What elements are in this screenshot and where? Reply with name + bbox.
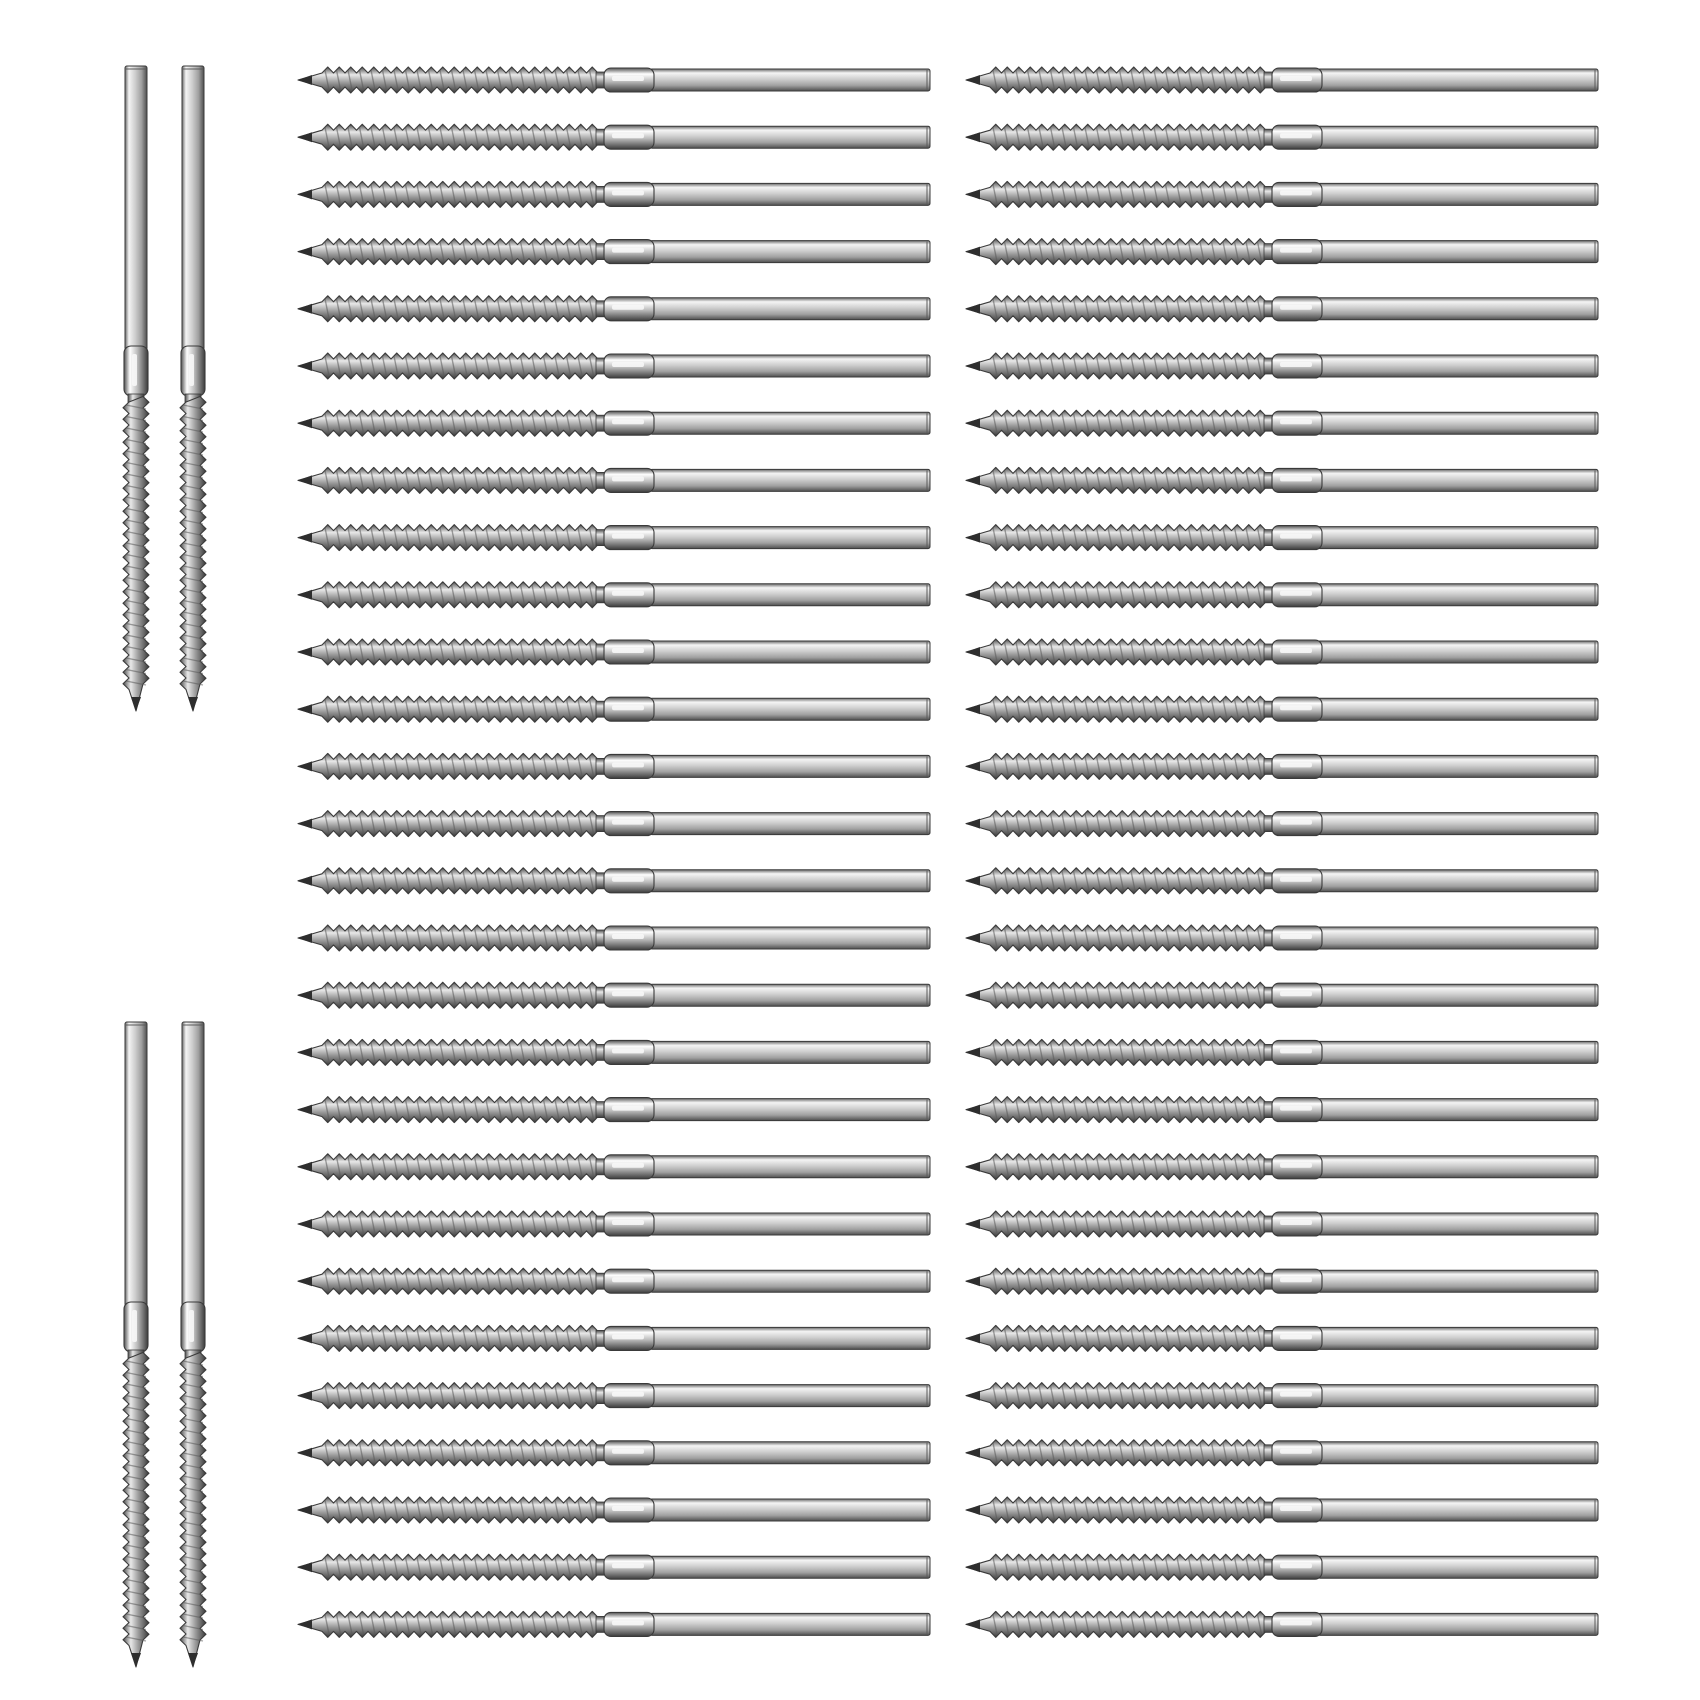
- lag-screw-terminal: [966, 582, 1598, 608]
- swage-tube: [182, 1022, 204, 1306]
- thread: [966, 1383, 1266, 1409]
- swage-tube: [1318, 1442, 1598, 1464]
- lag-screw-terminal: [298, 639, 930, 665]
- thread: [298, 124, 598, 150]
- swage-tube: [650, 1327, 930, 1349]
- lag-screw-terminal: [966, 67, 1598, 93]
- swage-tube: [650, 469, 930, 491]
- swage-tube: [1318, 813, 1598, 835]
- swage-tube: [1318, 1385, 1598, 1407]
- lag-screw-terminal: [966, 1554, 1598, 1580]
- swage-tube: [650, 1613, 930, 1635]
- thread: [298, 67, 598, 93]
- lag-screw-terminal: [298, 239, 930, 265]
- thread: [298, 982, 598, 1008]
- swage-tube: [650, 813, 930, 835]
- thread: [966, 1554, 1266, 1580]
- thread: [298, 181, 598, 207]
- thread: [298, 1497, 598, 1523]
- lag-screw-terminal: [966, 696, 1598, 722]
- lag-screw-terminal: [298, 582, 930, 608]
- swage-tube: [1318, 241, 1598, 263]
- lag-screw-terminal: [298, 525, 930, 551]
- lag-screw-terminal: [966, 639, 1598, 665]
- lag-screw-terminal: [966, 296, 1598, 322]
- lag-screw-terminal: [123, 1022, 149, 1667]
- lag-screw-terminal: [298, 1268, 930, 1294]
- lag-screw-terminal: [966, 753, 1598, 779]
- lag-screw-terminal: [966, 525, 1598, 551]
- thread: [298, 1611, 598, 1637]
- swage-tube: [650, 1556, 930, 1578]
- thread: [966, 925, 1266, 951]
- lag-screw-terminal: [298, 181, 930, 207]
- lag-screw-terminal: [298, 1497, 930, 1523]
- lag-screw-terminal: [966, 925, 1598, 951]
- thread: [966, 296, 1266, 322]
- lag-screw-terminal: [966, 868, 1598, 894]
- thread: [966, 1611, 1266, 1637]
- thread: [298, 410, 598, 436]
- swage-tube: [650, 584, 930, 606]
- thread: [966, 811, 1266, 837]
- swage-tube: [125, 1022, 147, 1306]
- thread: [298, 1325, 598, 1351]
- swage-tube: [1318, 183, 1598, 205]
- swage-tube: [1318, 1156, 1598, 1178]
- swage-tube: [1318, 1556, 1598, 1578]
- swage-tube: [650, 984, 930, 1006]
- lag-screw-terminal: [966, 1611, 1598, 1637]
- swage-tube: [1318, 355, 1598, 377]
- lag-screw-terminal: [298, 1325, 930, 1351]
- lag-screw-terminal: [966, 1211, 1598, 1237]
- thread: [298, 1154, 598, 1180]
- swage-tube: [1318, 1327, 1598, 1349]
- lag-screw-terminal: [966, 811, 1598, 837]
- lag-screw-terminal: [298, 811, 930, 837]
- lag-screw-terminal: [298, 467, 930, 493]
- swage-tube: [650, 1442, 930, 1464]
- lag-screw-terminal: [966, 353, 1598, 379]
- swage-tube: [1318, 469, 1598, 491]
- swage-tube: [650, 1270, 930, 1292]
- thread: [298, 1554, 598, 1580]
- swage-tube: [1318, 1099, 1598, 1121]
- swage-tube: [650, 355, 930, 377]
- swage-tube: [650, 69, 930, 91]
- swage-tube: [650, 1041, 930, 1063]
- lag-screw-terminal: [966, 1039, 1598, 1065]
- thread: [298, 753, 598, 779]
- swage-tube: [650, 298, 930, 320]
- lag-screw-terminal: [298, 1211, 930, 1237]
- thread: [966, 239, 1266, 265]
- lag-screw-terminal: [966, 1268, 1598, 1294]
- swage-tube: [1318, 1613, 1598, 1635]
- lag-screw-terminal: [123, 66, 149, 711]
- lag-screw-terminal: [298, 67, 930, 93]
- swage-tube: [182, 66, 204, 350]
- swage-tube: [650, 927, 930, 949]
- swage-tube: [650, 241, 930, 263]
- thread: [298, 353, 598, 379]
- lag-screw-terminal: [298, 753, 930, 779]
- thread: [298, 868, 598, 894]
- thread: [966, 696, 1266, 722]
- swage-tube: [650, 126, 930, 148]
- lag-screw-terminal: [298, 1154, 930, 1180]
- lag-screw-terminal: [298, 124, 930, 150]
- lag-screw-terminal: [298, 296, 930, 322]
- swage-tube: [1318, 641, 1598, 663]
- swage-tube: [1318, 1499, 1598, 1521]
- swage-tube: [1318, 984, 1598, 1006]
- thread: [298, 296, 598, 322]
- swage-tube: [650, 641, 930, 663]
- thread: [966, 639, 1266, 665]
- lag-screw-terminal: [298, 868, 930, 894]
- thread: [298, 925, 598, 951]
- swage-tube: [650, 698, 930, 720]
- thread: [966, 467, 1266, 493]
- lag-screw-terminal: [966, 1497, 1598, 1523]
- lag-screw-terminal: [180, 66, 206, 711]
- lag-screw-terminal: [966, 181, 1598, 207]
- swage-tube: [650, 1156, 930, 1178]
- swage-tube: [1318, 69, 1598, 91]
- thread: [966, 1497, 1266, 1523]
- lag-screw-terminal: [298, 1039, 930, 1065]
- lag-screw-terminal: [298, 1440, 930, 1466]
- lag-screw-terminal: [966, 467, 1598, 493]
- thread: [298, 525, 598, 551]
- lag-screw-terminal: [966, 410, 1598, 436]
- thread: [298, 1440, 598, 1466]
- swage-tube: [650, 755, 930, 777]
- lag-screw-terminal: [966, 1097, 1598, 1123]
- thread: [298, 467, 598, 493]
- swage-tube: [650, 1213, 930, 1235]
- lag-screw-terminal: [298, 353, 930, 379]
- swage-tube: [650, 870, 930, 892]
- thread: [298, 1268, 598, 1294]
- thread: [966, 982, 1266, 1008]
- thread: [966, 1211, 1266, 1237]
- thread: [298, 811, 598, 837]
- thread: [966, 410, 1266, 436]
- swage-tube: [1318, 870, 1598, 892]
- swage-tube: [1318, 298, 1598, 320]
- lag-screw-terminal: [298, 1554, 930, 1580]
- thread: [966, 124, 1266, 150]
- swage-tube: [1318, 584, 1598, 606]
- thread: [298, 696, 598, 722]
- lag-screw-terminal: [298, 982, 930, 1008]
- swage-tube: [650, 183, 930, 205]
- swage-tube: [1318, 755, 1598, 777]
- swage-tube: [650, 1099, 930, 1121]
- thread: [966, 868, 1266, 894]
- lag-screw-terminal: [966, 239, 1598, 265]
- swage-tube: [650, 1385, 930, 1407]
- thread: [966, 1039, 1266, 1065]
- lag-screw-terminal: [298, 925, 930, 951]
- swage-tube: [650, 412, 930, 434]
- swage-tube: [1318, 1041, 1598, 1063]
- thread: [966, 181, 1266, 207]
- lag-screw-terminal: [298, 410, 930, 436]
- lag-screw-terminal: [298, 1611, 930, 1637]
- lag-screw-terminal: [180, 1022, 206, 1667]
- swage-tube: [1318, 412, 1598, 434]
- thread: [298, 1097, 598, 1123]
- lag-screw-terminal: [298, 1097, 930, 1123]
- lag-screw-terminal: [966, 1383, 1598, 1409]
- thread: [966, 1440, 1266, 1466]
- swage-tube: [1318, 698, 1598, 720]
- thread: [966, 1097, 1266, 1123]
- thread: [966, 67, 1266, 93]
- swage-tube: [1318, 1270, 1598, 1292]
- swage-tube: [650, 527, 930, 549]
- thread: [966, 753, 1266, 779]
- thread: [298, 639, 598, 665]
- thread: [298, 1211, 598, 1237]
- thread: [966, 525, 1266, 551]
- thread: [966, 353, 1266, 379]
- swage-tube: [1318, 927, 1598, 949]
- swage-tube: [1318, 126, 1598, 148]
- thread: [966, 1154, 1266, 1180]
- swage-tube: [1318, 1213, 1598, 1235]
- lag-screw-terminal: [966, 982, 1598, 1008]
- thread: [966, 1268, 1266, 1294]
- lag-screw-terminal: [298, 696, 930, 722]
- lag-screw-terminal: [966, 1154, 1598, 1180]
- thread: [298, 239, 598, 265]
- lag-screw-terminal: [966, 1325, 1598, 1351]
- swage-tube: [650, 1499, 930, 1521]
- lag-screw-terminal: [966, 1440, 1598, 1466]
- thread: [298, 1383, 598, 1409]
- thread: [298, 1039, 598, 1065]
- swage-tube: [125, 66, 147, 350]
- lag-screw-terminal: [966, 124, 1598, 150]
- lag-screw-terminal: [298, 1383, 930, 1409]
- thread: [298, 582, 598, 608]
- swage-tube: [1318, 527, 1598, 549]
- thread: [966, 582, 1266, 608]
- thread: [966, 1325, 1266, 1351]
